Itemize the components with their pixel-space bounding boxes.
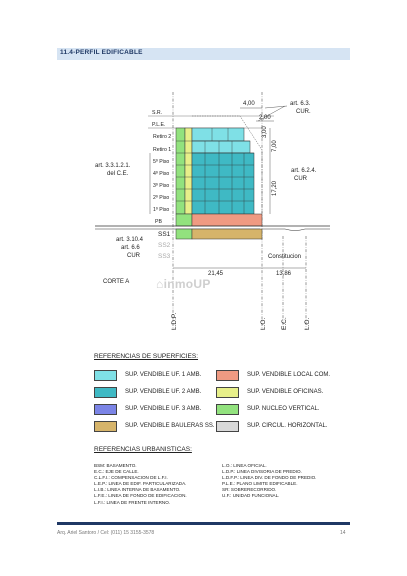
dim-label: 3,00 xyxy=(262,126,268,138)
footer-contact: Arq. Ariel Santoro / Cel: (011) 15 3155-3578 xyxy=(57,530,155,536)
level-label: Retiro 2 xyxy=(153,134,172,140)
pb-core xyxy=(176,214,192,226)
legend-item: SUP. VENDIBLE LOCAL COM. xyxy=(216,370,364,381)
axis-label-lo: L.O. xyxy=(260,317,267,330)
level-label: P.L.E. xyxy=(152,122,166,128)
watermark-logo-icon: ⌂ xyxy=(156,277,164,291)
level-label: 3º Piso xyxy=(153,183,170,189)
floor-block-retiro2 xyxy=(192,128,244,141)
dim-label: 2,00 xyxy=(259,115,271,121)
level-label-ss3: SS3 xyxy=(158,253,171,260)
pb-local xyxy=(192,214,262,226)
street-name: Constitucion xyxy=(268,254,302,260)
note-text: CUR xyxy=(294,176,307,182)
floor-block-typical xyxy=(192,153,254,214)
note-text: art. 6.6 xyxy=(121,245,140,251)
dim-label: 7,00 xyxy=(272,140,278,152)
building-section xyxy=(95,128,330,239)
legend-swatch xyxy=(216,404,239,415)
legend-item: SUP. VENDIBLE BAULERAS SS. xyxy=(94,421,242,432)
legend-item: SUP. VENDIBLE OFICINAS. xyxy=(216,387,364,398)
ss1-core xyxy=(176,229,192,239)
watermark: ⌂inmoUP xyxy=(156,277,211,291)
surface-legend-title: REFERENCIAS DE SUPERFICIES: xyxy=(94,353,199,360)
dim-label: 21,45 xyxy=(208,271,224,277)
level-label: Retiro 1 xyxy=(153,147,172,153)
note-text: CUR. xyxy=(296,109,311,115)
axis-label-ec: E.C. xyxy=(281,317,288,330)
note-text: art. 3.3.1.2.1. xyxy=(95,163,131,169)
legend-swatch xyxy=(94,370,117,381)
level-label: PB xyxy=(155,219,162,225)
level-label: 1º Piso xyxy=(153,207,170,213)
legend-swatch xyxy=(216,421,239,432)
dim-label: 17,20 xyxy=(272,180,278,196)
legend-item: SUP. VENDIBLE UF. 1 AMB. xyxy=(94,370,242,381)
note-text: del C.E. xyxy=(107,171,129,177)
legend-item: SUP. CIRCUL. HORIZONTAL. xyxy=(216,421,364,432)
dim-label: 4,00 xyxy=(243,101,255,107)
axis-label-ldp: L.D.P. xyxy=(171,312,178,330)
basement-labels xyxy=(158,231,171,260)
level-labels xyxy=(152,110,171,225)
level-lines xyxy=(148,116,274,128)
legend-swatch xyxy=(94,387,117,398)
note-text: art. 6.3. xyxy=(290,101,311,107)
section-title: 11.4-PERFIL EDIFICABLE xyxy=(60,49,143,56)
page-number: 14 xyxy=(340,530,346,536)
dim-label: 13,86 xyxy=(276,271,292,277)
legend-item: SUP. VENDIBLE UF. 3 AMB. xyxy=(94,404,242,415)
level-label: 2º Piso xyxy=(153,195,170,201)
legend-swatch xyxy=(94,421,117,432)
floor-block-retiro1 xyxy=(192,141,250,153)
level-label: 5º Piso xyxy=(153,159,170,165)
level-label-ss2: SS2 xyxy=(158,242,171,249)
note-text: CUR xyxy=(127,253,140,259)
urban-abbrev-left: BSM: BASAMENTO. E.C.: EJE DE CALLE. C.L.F.I.: COMPENSACION DE L.F.I. L.E.P.: LINEA DE EDIF. PARTICULARIZADA. L.I.B.: LINEA INTERNA DE BASAMENTO. L.F.E.: LINEA DE FONDO DE EDIFICACION. L.F.I.: LINEA DE FRENTE INTERNO. xyxy=(94,463,187,505)
urban-abbrev-right: L.O.: LINEA OFICIAL. L.D.P.: LINEA DIVISORIA DE PREDIO. L.D.F.P.: LINEA DIV. DE FONDO DE PREDIO. P.L.E.: PLANO LIMITE EDIFICABLE. SR: SOBRERECORRIDO. U.F.: UNIDAD FUNCIONAL. xyxy=(222,463,317,499)
level-label-ss1: SS1 xyxy=(158,231,171,238)
note-text: art. 3.10.4 xyxy=(116,237,144,243)
legend-swatch xyxy=(94,404,117,415)
note-text: art. 6.2.4. xyxy=(291,168,317,174)
legend-item: SUP. NUCLEO VERTICAL. xyxy=(216,404,364,415)
axis-labels xyxy=(171,313,311,330)
legend-swatch xyxy=(216,387,239,398)
section-label: CORTE A xyxy=(103,279,130,285)
level-label: 4º Piso xyxy=(153,171,170,177)
footer-divider xyxy=(57,522,350,525)
legend-item: SUP. VENDIBLE UF. 2 AMB. xyxy=(94,387,242,398)
legend-swatch xyxy=(216,370,239,381)
level-label: S.R. xyxy=(152,110,163,116)
urban-legend-title: REFERENCIAS URBANISTICAS: xyxy=(94,446,192,453)
ss1-bauleras xyxy=(192,229,262,239)
axis-label-lo-2: L.O. xyxy=(304,317,311,330)
